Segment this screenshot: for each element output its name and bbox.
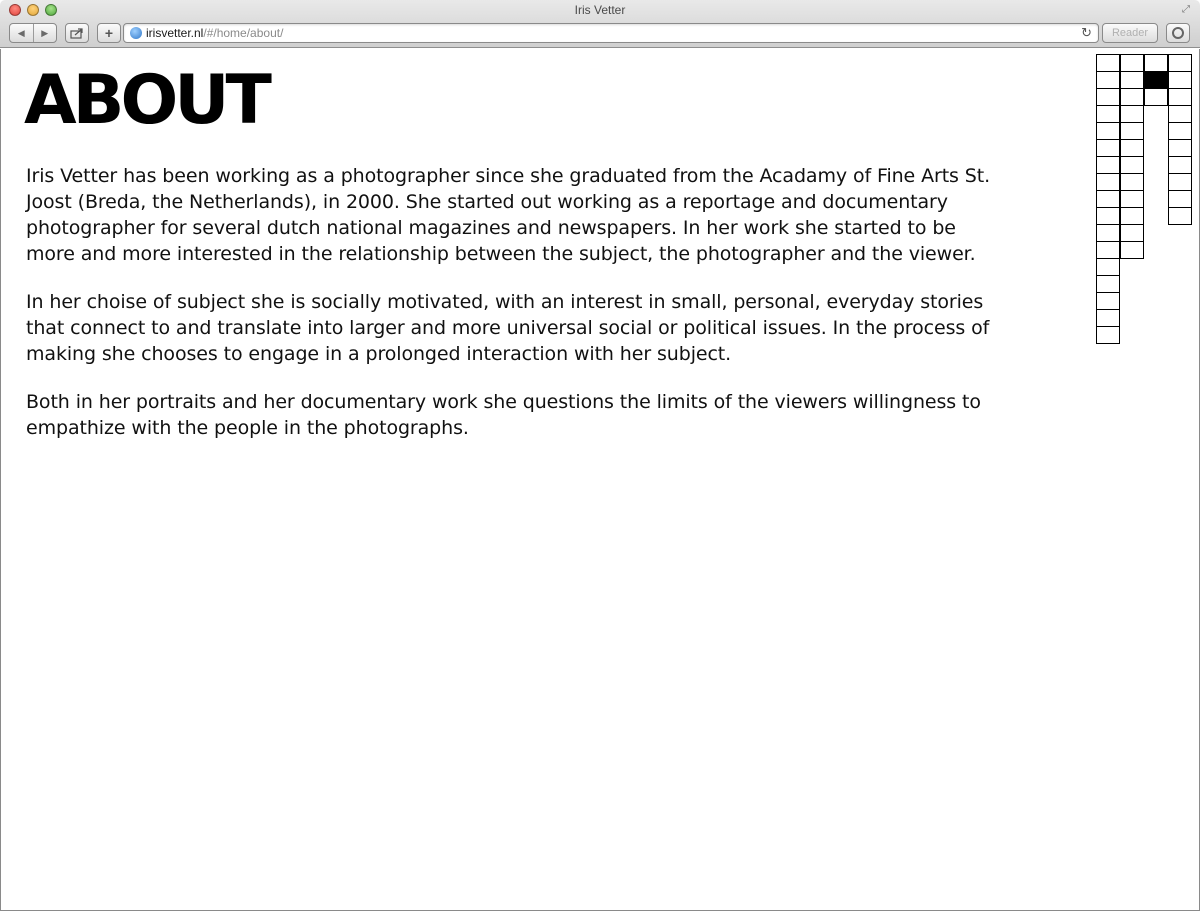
url-path: /#/home/about/ <box>203 26 284 40</box>
grid-cell[interactable] <box>1120 173 1144 191</box>
grid-cell[interactable] <box>1168 122 1192 140</box>
history-nav <box>9 23 57 43</box>
grid-cell[interactable] <box>1168 156 1192 174</box>
paragraph: Both in her portraits and her documentary work she questions the limits of the viewers willingness to empathize with the people in the photographs. <box>26 391 981 439</box>
grid-cell[interactable] <box>1144 71 1168 89</box>
grid-cell[interactable] <box>1096 292 1120 310</box>
grid-cell[interactable] <box>1096 173 1120 191</box>
grid-cell[interactable] <box>1096 139 1120 157</box>
reload-icon[interactable]: ↻ <box>1081 25 1092 40</box>
grid-cell[interactable] <box>1096 71 1120 89</box>
paragraph: Iris Vetter has been working as a photographer since she graduated from the Acadamy of Fine Arts St. Joost (Breda, the Netherlands), in 2000. She started out working as a reportage and documentary photographer for several dutch national magazines and newspapers. In her work she started to be more and more interested in the relationship between the subject, the photographer and the viewer. <box>26 165 991 265</box>
grid-cell[interactable] <box>1096 88 1120 106</box>
page-viewport <box>0 49 1200 911</box>
share-button[interactable] <box>65 23 89 43</box>
grid-cell[interactable] <box>1120 122 1144 140</box>
back-arrow-icon[interactable]: ◀ <box>17 27 25 38</box>
grid-cell[interactable] <box>1168 105 1192 123</box>
page-title: ABOUT <box>24 61 268 140</box>
window-title: Iris Vetter <box>574 3 626 17</box>
downloads-button[interactable] <box>1166 23 1190 43</box>
grid-cell[interactable] <box>1168 207 1192 225</box>
grid-cell[interactable] <box>1120 71 1144 89</box>
grid-cell[interactable] <box>1168 71 1192 89</box>
paragraph: In her choise of subject she is socially motivated, with an interest in small, personal, everyday stories that connect to and translate into larger and more universal social or political issues. In the process of making she chooses to engage in a prolonged interaction with her subject. <box>26 291 990 365</box>
grid-cell[interactable] <box>1120 88 1144 106</box>
grid-cell[interactable] <box>1120 156 1144 174</box>
grid-cell[interactable] <box>1168 190 1192 208</box>
grid-cell[interactable] <box>1120 224 1144 242</box>
grid-cell[interactable] <box>1096 275 1120 293</box>
grid-cell[interactable] <box>1096 309 1120 327</box>
grid-cell[interactable] <box>1096 54 1120 72</box>
grid-cell[interactable] <box>1168 54 1192 72</box>
forward-arrow-icon[interactable]: ▶ <box>41 27 49 38</box>
grid-cell[interactable] <box>1096 326 1120 344</box>
grid-cell[interactable] <box>1168 173 1192 191</box>
plus-icon: + <box>104 25 114 41</box>
address-bar[interactable] <box>123 23 1099 43</box>
browser-chrome <box>0 0 1200 48</box>
about-text <box>26 163 991 463</box>
grid-cell[interactable] <box>1168 139 1192 157</box>
grid-cell[interactable] <box>1120 105 1144 123</box>
globe-icon <box>130 27 142 39</box>
grid-cell[interactable] <box>1096 224 1120 242</box>
grid-cell[interactable] <box>1096 241 1120 259</box>
grid-cell[interactable] <box>1120 207 1144 225</box>
grid-cell[interactable] <box>1120 54 1144 72</box>
browser-toolbar <box>0 23 1200 45</box>
grid-navigation <box>1096 54 1193 354</box>
grid-cell[interactable] <box>1120 139 1144 157</box>
downloads-icon <box>1172 27 1184 39</box>
grid-cell[interactable] <box>1096 207 1120 225</box>
grid-cell[interactable] <box>1120 241 1144 259</box>
add-bookmark-button[interactable] <box>97 23 121 43</box>
fullscreen-icon[interactable]: ⤢ <box>1182 4 1190 15</box>
grid-cell[interactable] <box>1168 88 1192 106</box>
reader-button[interactable]: Reader <box>1102 23 1158 43</box>
grid-cell[interactable] <box>1144 88 1168 106</box>
share-icon <box>70 28 84 39</box>
grid-cell[interactable] <box>1144 54 1168 72</box>
grid-cell[interactable] <box>1096 122 1120 140</box>
grid-cell[interactable] <box>1120 190 1144 208</box>
grid-cell[interactable] <box>1096 105 1120 123</box>
url-host: irisvetter.nl <box>146 26 204 40</box>
grid-cell[interactable] <box>1096 190 1120 208</box>
grid-cell[interactable] <box>1096 258 1120 276</box>
grid-cell[interactable] <box>1096 156 1120 174</box>
